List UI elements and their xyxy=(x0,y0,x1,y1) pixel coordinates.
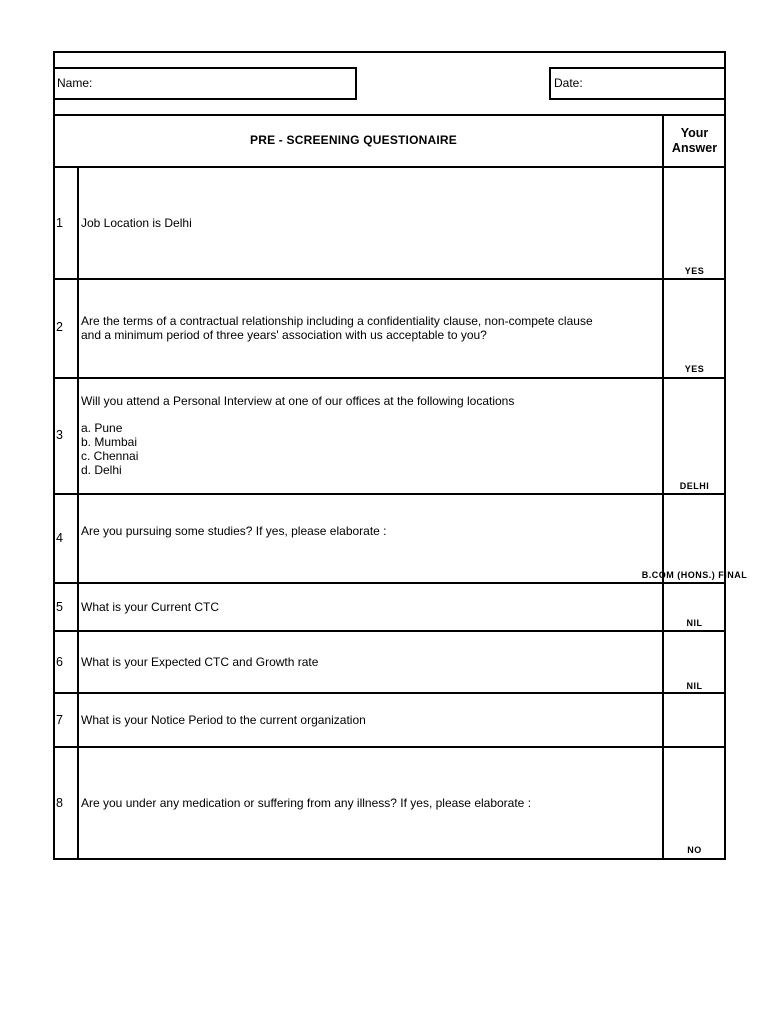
question-text: What is your Expected CTC and Growth rate xyxy=(81,655,319,669)
answer-value: B.COM (HONS.) FINAL xyxy=(641,570,748,580)
question-number: 6 xyxy=(56,655,63,669)
answer-value[interactable]: YES xyxy=(684,266,705,276)
answer-value[interactable]: NIL xyxy=(686,618,703,628)
row-divider xyxy=(53,630,726,632)
row-divider xyxy=(53,746,726,748)
number-column-line xyxy=(77,166,79,859)
row-divider xyxy=(53,377,726,379)
name-field-box[interactable] xyxy=(53,67,357,100)
answer-value[interactable]: DELHI xyxy=(679,481,710,491)
question-text: Are you pursuing some studies? If yes, please elaborate : xyxy=(81,524,387,538)
form-frame xyxy=(53,51,726,860)
question-number: 7 xyxy=(56,713,63,727)
question-text: Job Location is Delhi xyxy=(81,216,192,230)
question-text: Are the terms of a contractual relationship including a confidentiality clause, non-compete clause and a minimum period of three years' association with us acceptable to you? xyxy=(81,314,593,342)
question-options: a. Pune b. Mumbai c. Chennai d. Delhi xyxy=(81,421,139,477)
question-text: Are you under any medication or suffering from any illness? If yes, please elaborate : xyxy=(81,796,532,810)
answer-header-text: Your Answer xyxy=(671,126,718,155)
header-top-line xyxy=(53,114,726,116)
question-number: 4 xyxy=(56,531,63,545)
question-text: What is your Current CTC xyxy=(81,600,220,614)
question-number: 3 xyxy=(56,428,63,442)
date-label: Date: xyxy=(554,76,583,90)
row-divider xyxy=(53,493,726,495)
answer-value[interactable]: NIL xyxy=(686,681,703,691)
row-divider xyxy=(53,582,726,584)
answer-value[interactable]: YES xyxy=(684,364,705,374)
row-divider xyxy=(53,278,726,280)
question-number: 8 xyxy=(56,796,63,810)
row-divider xyxy=(53,692,726,694)
question-text: What is your Notice Period to the current organization xyxy=(81,713,366,727)
question-text: Will you attend a Personal Interview at one of our offices at the following locations xyxy=(81,394,515,408)
row-divider xyxy=(53,166,726,168)
question-number: 2 xyxy=(56,320,63,334)
answer-column-header xyxy=(664,126,725,156)
answer-value[interactable]: NO xyxy=(687,845,702,855)
question-number: 1 xyxy=(56,216,63,230)
name-label: Name: xyxy=(57,76,93,90)
page-title: PRE - SCREENING QUESTIONAIRE xyxy=(250,133,457,147)
question-number: 5 xyxy=(56,600,63,614)
answer-value-clipped[interactable] xyxy=(641,570,748,580)
